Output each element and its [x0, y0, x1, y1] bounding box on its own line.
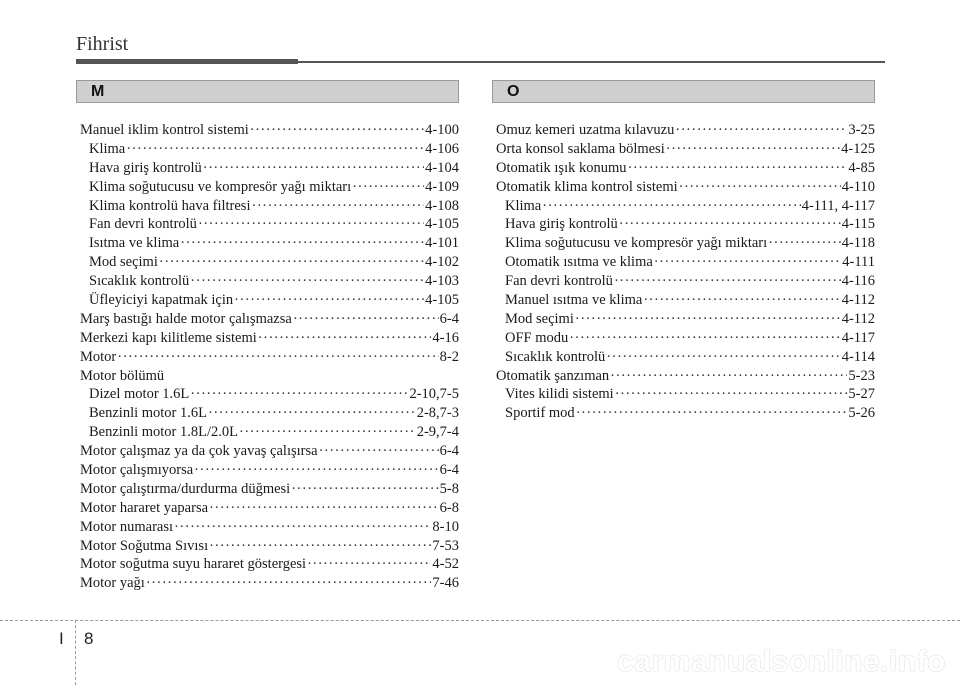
index-entry-leader [643, 291, 840, 310]
index-entry-label: Omuz kemeri uzatma kılavuzu [496, 122, 675, 138]
index-entry-leader [190, 272, 424, 291]
index-entry [496, 159, 875, 178]
index-entry [80, 310, 459, 329]
index-entry [80, 555, 459, 574]
index-entry-page: 4-112 [841, 310, 875, 327]
index-entry-leader [203, 159, 424, 178]
index-entry-leader [198, 215, 424, 234]
index-entry-leader [575, 310, 841, 329]
index-entry-page: 8-10 [432, 518, 459, 535]
index-entry-label: Klima [505, 197, 542, 214]
index-entry-leader [239, 423, 416, 442]
index-entry-leader [180, 234, 424, 253]
index-entry-page: 4-16 [432, 329, 459, 346]
index-entry-label: Isıtma ve klima [89, 235, 180, 252]
index-entry-label: Otomatik klima kontrol sistemi [496, 178, 678, 195]
index-entry-page: 4-112 [841, 292, 875, 309]
index-entry-leader [569, 329, 840, 348]
index-entry-page: 4-116 [841, 273, 875, 290]
index-entry [80, 329, 459, 348]
index-entry-label: Motor hararet yaparsa [80, 499, 209, 516]
index-entry-label: Hava giriş kontrolü [505, 216, 618, 233]
index-entry-page: 4-111 [842, 254, 875, 271]
index-entry [80, 215, 459, 234]
index-entry-page: 4-103 [425, 273, 459, 290]
index-entry-leader [654, 253, 841, 272]
index-entry [80, 291, 459, 310]
index-entry-label: Otomatik şanzıman [496, 367, 610, 384]
index-entry [496, 197, 875, 216]
index-entry-page: 4-114 [841, 348, 875, 365]
index-entry [496, 215, 875, 234]
index-entry-label: Üfleyiciyi kapatmak için [89, 292, 234, 309]
index-entry-page: 2-9,7-4 [416, 424, 459, 441]
index-entry-label: Otomatik ışık konumu [496, 159, 627, 176]
index-entry-leader [619, 215, 841, 234]
index-entry-label: Sportif mod [505, 405, 575, 422]
index-entry-leader [606, 348, 840, 367]
index-column-o [496, 121, 875, 423]
index-entry [80, 574, 459, 593]
index-entry-label: Sıcaklık kontrolü [505, 348, 606, 365]
index-entry-page: 4-115 [841, 216, 875, 233]
index-entry-label: Klima soğutucusu ve kompresör yağı miktarı [89, 178, 352, 195]
index-entry-label: OFF modu [505, 329, 569, 346]
index-entry-label: Benzinli motor 1.6L [89, 405, 207, 422]
index-entry [80, 461, 459, 480]
index-entry-leader [576, 404, 848, 423]
index-entry-label: Klima kontrolü hava filtresi [89, 197, 251, 214]
index-entry [80, 404, 459, 423]
index-entry [80, 272, 459, 291]
index-entry [80, 159, 459, 178]
watermark-logo: carmanualsonline.info [617, 645, 946, 678]
index-entry-page: 5-8 [439, 480, 459, 497]
index-entry-leader [352, 178, 424, 197]
index-entry-page: 6-4 [439, 462, 459, 479]
index-entry-label: Motor çalışmaz ya da çok yavaş çalışırsa [80, 443, 318, 460]
index-entry-leader [542, 197, 800, 216]
index-entry [496, 329, 875, 348]
index-entry-label: Marş bastığı halde motor çalışmazsa [80, 310, 292, 327]
index-entry-label: Motor soğutma suyu hararet göstergesi [80, 556, 307, 573]
index-entry-leader [614, 272, 841, 291]
index-entry-leader [117, 348, 438, 367]
index-entry [496, 253, 875, 272]
index-entry-page: 4-100 [425, 122, 459, 138]
index-entry-page: 2-10,7-5 [409, 386, 459, 403]
index-entry-label: Motor çalışmıyorsa [80, 462, 194, 479]
index-entry-leader [126, 140, 424, 159]
header-rule-thin [298, 61, 885, 63]
index-entry-page: 2-8,7-3 [416, 405, 459, 422]
index-entry-leader [146, 574, 432, 593]
index-entry-leader [194, 461, 438, 480]
index-entry [80, 197, 459, 216]
index-entry [496, 140, 875, 159]
index-entry-leader [768, 234, 841, 253]
index-entry-page: 5-27 [848, 386, 875, 403]
index-entry-page: 4-117 [841, 329, 875, 346]
index-entry [80, 518, 459, 537]
index-entry-page: 4-105 [425, 292, 459, 309]
index-entry-leader [251, 197, 424, 216]
index-entry-label: Manuel ısıtma ve klima [505, 292, 643, 309]
index-entry-label: Benzinli motor 1.8L/2.0L [89, 424, 239, 441]
index-entry-page: 4-109 [425, 178, 459, 195]
index-entry-label: Hava giriş kontrolü [89, 159, 202, 176]
index-entry-leader [258, 329, 432, 348]
index-entry-page: 3-25 [848, 122, 875, 138]
section-header-o: O [492, 80, 875, 103]
index-entry-label: Fan devri kontrolü [505, 273, 613, 290]
index-entry [80, 121, 459, 140]
index-entry [496, 310, 875, 329]
index-entry-label: Klima [89, 140, 126, 157]
index-entry-leader [209, 499, 439, 518]
index-entry-label: Motor bölümü [80, 367, 165, 384]
index-entry-leader [628, 159, 848, 178]
index-entry [496, 272, 875, 291]
index-entry-label: Motor [80, 348, 117, 365]
index-entry-leader [250, 121, 424, 140]
index-entry-leader [208, 404, 416, 423]
index-entry-page: 4-108 [425, 197, 459, 214]
index-entry [80, 385, 459, 404]
index-entry [80, 442, 459, 461]
index-entry-page: 5-23 [848, 367, 875, 384]
index-entry-page: 4-105 [425, 216, 459, 233]
index-entry-leader [209, 537, 431, 556]
index-entry-leader [610, 367, 847, 386]
index-entry-page: 4-118 [841, 235, 875, 252]
index-entry-leader [319, 442, 439, 461]
index-entry-label: Motor Soğutma Sıvısı [80, 537, 209, 554]
index-entry-page: 4-101 [425, 235, 459, 252]
index-entry [80, 499, 459, 518]
index-entry-label: Otomatik ısıtma ve klima [505, 254, 653, 271]
index-entry [80, 178, 459, 197]
index-entry-page: 5-26 [848, 405, 875, 422]
index-entry-page: 7-46 [432, 575, 459, 592]
index-entry [496, 178, 875, 197]
index-entry [496, 121, 875, 140]
index-entry-leader [293, 310, 439, 329]
header-rule-thick [76, 59, 298, 64]
index-entry-leader [234, 291, 424, 310]
page-number: 8 [84, 629, 94, 648]
index-entry [496, 367, 875, 386]
index-entry-leader [666, 140, 840, 159]
index-entry-label: Manuel iklim kontrol sistemi [80, 122, 249, 138]
index-entry-page: 6-4 [439, 310, 459, 327]
index-entry-page: 4-111, 4-117 [801, 197, 875, 214]
index-entry-leader [679, 178, 841, 197]
index-entry [80, 423, 459, 442]
index-entry-page: 4-125 [841, 140, 875, 157]
index-entry [80, 234, 459, 253]
index-entry-page: 4-102 [425, 254, 459, 271]
index-entry [496, 291, 875, 310]
index-entry-label: Fan devri kontrolü [89, 216, 197, 233]
index-entry [80, 348, 459, 367]
index-entry-label: Klima soğutucusu ve kompresör yağı miktarı [505, 235, 768, 252]
index-entry-label: Vites kilidi sistemi [505, 386, 614, 403]
index-column-m [80, 121, 459, 593]
index-entry-page: 7-53 [432, 537, 459, 554]
index-entry-page: 4-52 [432, 556, 459, 573]
index-entry-leader [190, 385, 408, 404]
index-entry-page: 4-104 [425, 159, 459, 176]
index-entry-leader [675, 121, 847, 140]
index-entry-page: 8-2 [439, 348, 459, 365]
index-entry-page: 6-8 [439, 499, 459, 516]
index-entry [80, 537, 459, 556]
index-entry [80, 140, 459, 159]
section-header-m: M [76, 80, 459, 103]
index-entry-page: 4-85 [848, 159, 875, 176]
index-entry-label: Motor numarası [80, 518, 174, 535]
index-entry [80, 480, 459, 499]
index-entry-label: Mod seçimi [505, 310, 574, 327]
index-entry [496, 404, 875, 423]
index-entry-label: Motor yağı [80, 575, 145, 592]
index-entry-leader [307, 555, 431, 574]
footer-section-label: I [59, 629, 64, 648]
index-entry [496, 385, 875, 404]
index-entry-leader [615, 385, 848, 404]
index-entry-label: Merkezi kapı kilitleme sistemi [80, 329, 257, 346]
index-entry-label: Sıcaklık kontrolü [89, 273, 190, 290]
index-entry-label: Orta konsol saklama bölmesi [496, 140, 665, 157]
index-entry [80, 367, 459, 386]
index-entry-label: Mod seçimi [89, 254, 158, 271]
footer-divider [0, 620, 960, 621]
index-entry [496, 234, 875, 253]
index-entry-leader [174, 518, 431, 537]
index-entry-page: 4-106 [425, 140, 459, 157]
index-entry-page: 4-110 [841, 178, 875, 195]
index-entry-page: 6-4 [439, 443, 459, 460]
index-entry-leader [159, 253, 424, 272]
footer-divider-vertical [75, 620, 76, 685]
index-entry-label: Dizel motor 1.6L [89, 386, 190, 403]
index-entry [80, 253, 459, 272]
page-title: Fihrist [76, 33, 129, 55]
index-entry-label: Motor çalıştırma/durdurma düğmesi [80, 480, 291, 497]
index-entry-leader [291, 480, 438, 499]
index-entry [496, 348, 875, 367]
